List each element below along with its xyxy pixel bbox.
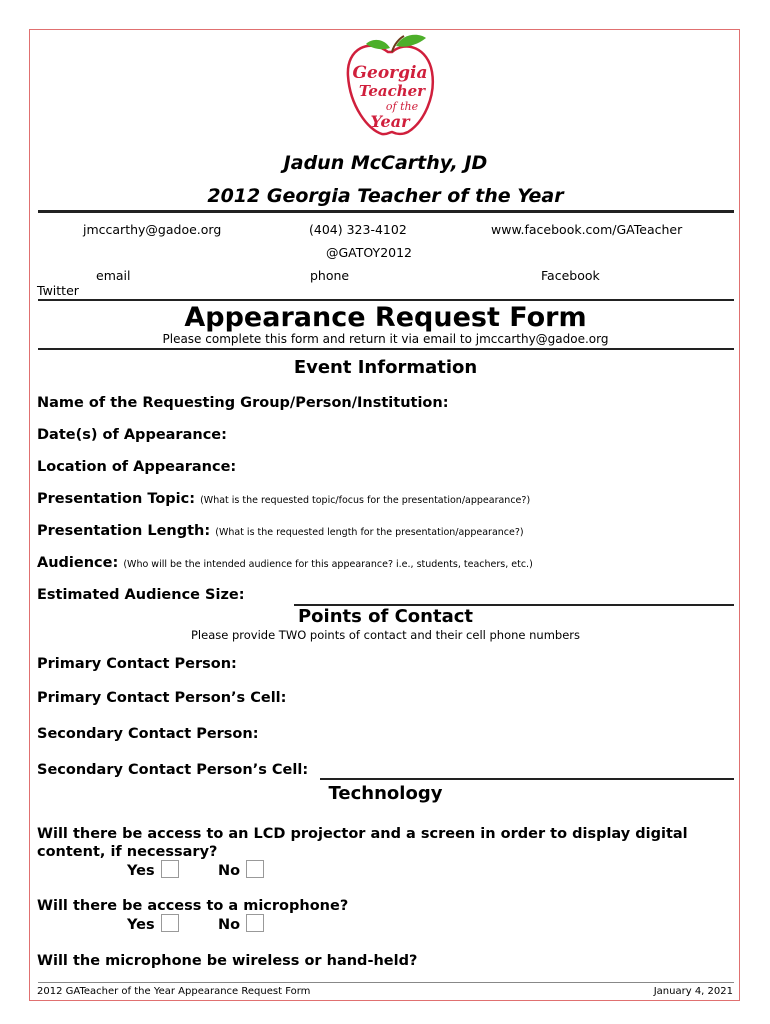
technology-heading: Technology: [328, 783, 443, 804]
audience-size-label: Estimated Audience Size:: [37, 587, 245, 603]
projector-yes-option: [127, 860, 179, 879]
contacts-heading: Points of Contact: [297, 606, 473, 627]
form-subtitle: Please complete this form and return it via email to jmccarthy@gadoe.org: [162, 332, 609, 346]
header-rule: [38, 210, 734, 213]
contacts-note: Please provide TWO points of contact and their cell phone numbers: [190, 628, 581, 642]
audience-hint: (Who will be the intended audience for this appearance? i.e., students, teachers, etc.): [123, 559, 533, 570]
person-name: Jadun McCarthy, JD: [283, 152, 488, 174]
location-label: Location of Appearance:: [37, 459, 237, 475]
microphone-no-label: No: [218, 917, 241, 933]
phone-value: (404) 323-4102: [309, 222, 407, 237]
microphone-yes-checkbox[interactable]: [161, 914, 179, 932]
title-rule: [38, 348, 734, 350]
form-title: Appearance Request Form: [184, 302, 587, 333]
length-row: [37, 523, 524, 539]
topic-row: [37, 491, 530, 507]
audience-row: [37, 555, 533, 571]
microphone-question: Will there be access to a microphone?: [37, 898, 349, 914]
logo-word-1: Georgia: [352, 63, 428, 83]
audience-label: Audience:: [37, 555, 119, 571]
projector-question: Will there be access to an LCD projector and a screen in order to display digital content, if necessary?: [37, 826, 688, 860]
footer-date: January 4, 2021: [653, 986, 733, 997]
email-label: email: [96, 268, 131, 283]
requesting-group-label: Name of the Requesting Group/Person/Institution:: [37, 395, 449, 411]
footer-form-name: 2012 GATeacher of the Year Appearance Request Form: [37, 986, 311, 997]
microphone-no-checkbox[interactable]: [246, 914, 264, 932]
email-value[interactable]: jmccarthy@gadoe.org: [83, 222, 222, 237]
footer-rule: [38, 982, 734, 983]
projector-no-option: [218, 860, 264, 879]
length-label: Presentation Length:: [37, 523, 211, 539]
award-title: 2012 Georgia Teacher of the Year: [207, 185, 564, 207]
microphone-yes-option: [127, 914, 179, 933]
projector-yes-checkbox[interactable]: [161, 860, 179, 878]
primary-cell-label: Primary Contact Person’s Cell:: [37, 690, 287, 706]
length-hint: (What is the requested length for the presentation/appearance?): [215, 527, 524, 538]
facebook-value[interactable]: www.facebook.com/GATeacher: [491, 222, 683, 237]
topic-label: Presentation Topic:: [37, 491, 196, 507]
technology-rule: [320, 778, 734, 780]
primary-contact-label: Primary Contact Person:: [37, 656, 237, 672]
twitter-value: @GATOY2012: [326, 245, 413, 260]
georgia-apple-logo: [340, 34, 440, 142]
logo-word-4: Year: [370, 112, 410, 131]
twitter-label: Twitter: [37, 283, 79, 298]
contact-rule: [38, 299, 734, 301]
facebook-label: Facebook: [541, 268, 600, 283]
dates-label: Date(s) of Appearance:: [37, 427, 227, 443]
microphone-no-option: [218, 914, 264, 933]
microphone-yes-label: Yes: [127, 917, 155, 933]
form-page: [29, 29, 740, 1001]
projector-no-checkbox[interactable]: [246, 860, 264, 878]
secondary-cell-label: Secondary Contact Person’s Cell:: [37, 762, 309, 778]
logo-word-2: Teacher: [358, 82, 426, 100]
projector-no-label: No: [218, 863, 241, 879]
phone-label: phone: [310, 268, 350, 283]
microphone-type-question: Will the microphone be wireless or hand-held?: [37, 953, 418, 969]
topic-hint: (What is the requested topic/focus for the presentation/appearance?): [200, 495, 531, 506]
logo-word-3: of the: [385, 100, 419, 113]
secondary-contact-label: Secondary Contact Person:: [37, 726, 259, 742]
event-heading: Event Information: [293, 357, 478, 378]
projector-yes-label: Yes: [127, 863, 155, 879]
